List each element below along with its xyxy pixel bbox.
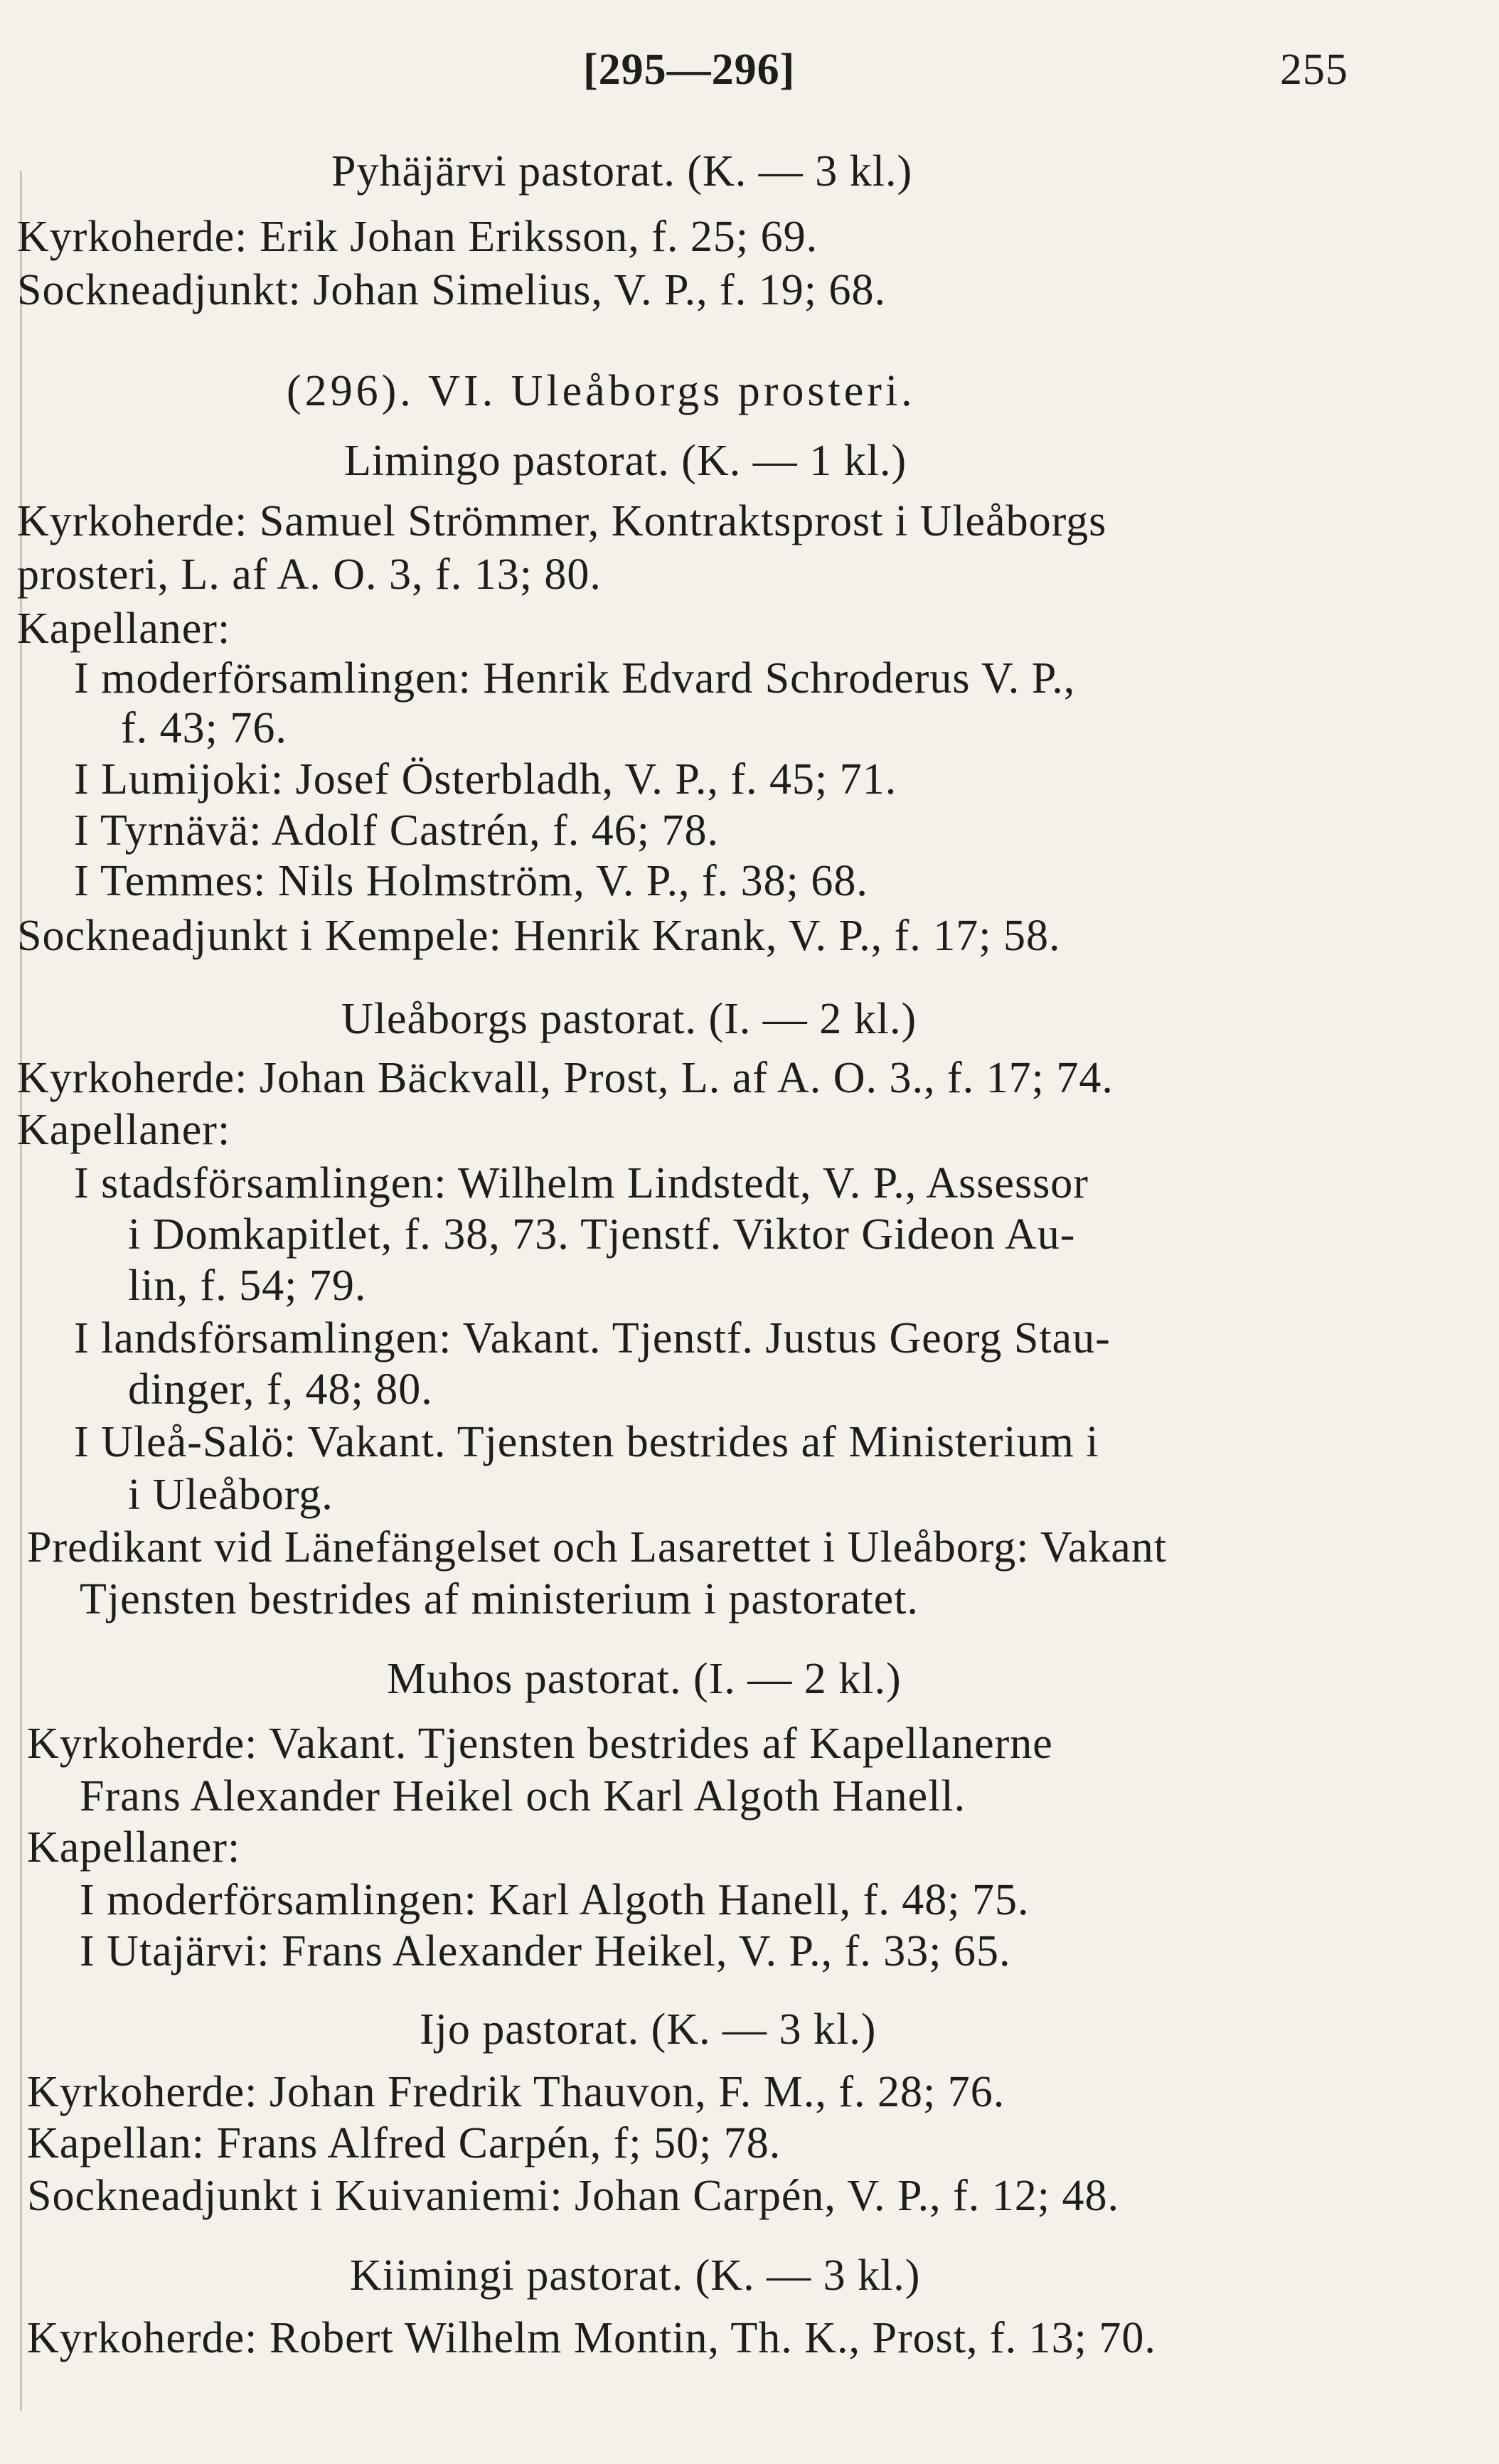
entry-line: prosteri, L. af A. O. 3, f. 13; 80. — [17, 550, 602, 599]
entry-line: i Domkapitlet, f. 38, 73. Tjenstf. Viktor Gideon Au- — [128, 1210, 1076, 1259]
entry-line: I Utajärvi: Frans Alexander Heikel, V. P., f. 33; 65. — [80, 1927, 1011, 1975]
entry-line: I Tyrnävä: Adolf Castrén, f. 46; 78. — [74, 806, 719, 855]
entry-line: Frans Alexander Heikel och Karl Algoth Hanell. — [80, 1772, 966, 1820]
entry-line: Sockneadjunkt i Kempele: Henrik Krank, V. P., f. 17; 58. — [17, 912, 1061, 960]
entry-line: Kyrkoherde: Erik Johan Eriksson, f. 25; 69. — [17, 213, 818, 261]
entry-line: I moderförsamlingen: Henrik Edvard Schroderus V. P., — [74, 654, 1076, 703]
entry-line: Sockneadjunkt i Kuivaniemi: Johan Carpén, V. P., f. 12; 48. — [27, 2172, 1119, 2220]
parish-heading-uleaborg: Uleåborgs pastorat. (I. — 2 kl.) — [341, 995, 917, 1043]
entry-line: I Uleå-Salö: Vakant. Tjensten bestrides af Ministerium i — [74, 1418, 1099, 1466]
entry-line: I Temmes: Nils Holmström, V. P., f. 38; 68. — [74, 857, 868, 905]
entry-line: Kyrkoherde: Vakant. Tjensten bestrides af Kapellanerne — [27, 1719, 1053, 1768]
entry-line: Kapellaner: — [17, 604, 231, 653]
parish-heading-muhos: Muhos pastorat. (I. — 2 kl.) — [387, 1655, 902, 1703]
entry-line: I stadsförsamlingen: Wilhelm Lindstedt, V. P., Assessor — [74, 1159, 1089, 1207]
entry-line: I landsförsamlingen: Vakant. Tjenstf. Justus Georg Stau- — [74, 1314, 1111, 1362]
entry-line: Predikant vid Länefängelset och Lasarettet i Uleåborg: Vakant — [27, 1523, 1168, 1572]
entry-line: Kapellaner: — [17, 1106, 231, 1154]
deanery-heading-uleaborg: (296). VI. Uleåborgs prosteri. — [287, 367, 916, 415]
entry-line: Kyrkoherde: Samuel Strömmer, Kontraktsprost i Uleåborgs — [17, 497, 1107, 545]
entry-line: f. 43; 76. — [121, 704, 287, 752]
entry-line: Kyrkoherde: Robert Wilhelm Montin, Th. K., Prost, f. 13; 70. — [27, 2314, 1156, 2362]
entry-line: i Uleåborg. — [128, 1471, 334, 1519]
entry-line: Tjensten bestrides af ministerium i pastoratet. — [80, 1575, 919, 1623]
entry-line: Kyrkoherde: Johan Fredrik Thauvon, F. M., f. 28; 76. — [27, 2068, 1005, 2116]
entry-line: I moderförsamlingen: Karl Algoth Hanell, f. 48; 75. — [80, 1876, 1030, 1924]
entry-line: lin, f. 54; 79. — [128, 1262, 367, 1310]
parish-heading-pyhajarvi: Pyhäjärvi pastorat. (K. — 3 kl.) — [331, 147, 913, 196]
parish-heading-limingo: Limingo pastorat. (K. — 1 kl.) — [344, 437, 907, 485]
entry-line: Kyrkoherde: Johan Bäckvall, Prost, L. af A. O. 3., f. 17; 74. — [17, 1054, 1114, 1102]
page-number: 255 — [1280, 46, 1348, 94]
parish-heading-ijo: Ijo pastorat. (K. — 3 kl.) — [420, 2005, 877, 2054]
entry-line: dinger, f, 48; 80. — [128, 1365, 433, 1414]
entry-line: Kapellan: Frans Alfred Carpén, f; 50; 78. — [27, 2119, 781, 2167]
entry-line: I Lumijoki: Josef Österbladh, V. P., f. 45; 71. — [74, 755, 897, 804]
entry-line: Sockneadjunkt: Johan Simelius, V. P., f. 19; 68. — [17, 266, 887, 314]
entry-line: Kapellaner: — [27, 1823, 241, 1872]
parish-heading-kiimingi: Kiimingi pastorat. (K. — 3 kl.) — [350, 2251, 921, 2300]
section-range-header: [295—296] — [583, 46, 796, 94]
